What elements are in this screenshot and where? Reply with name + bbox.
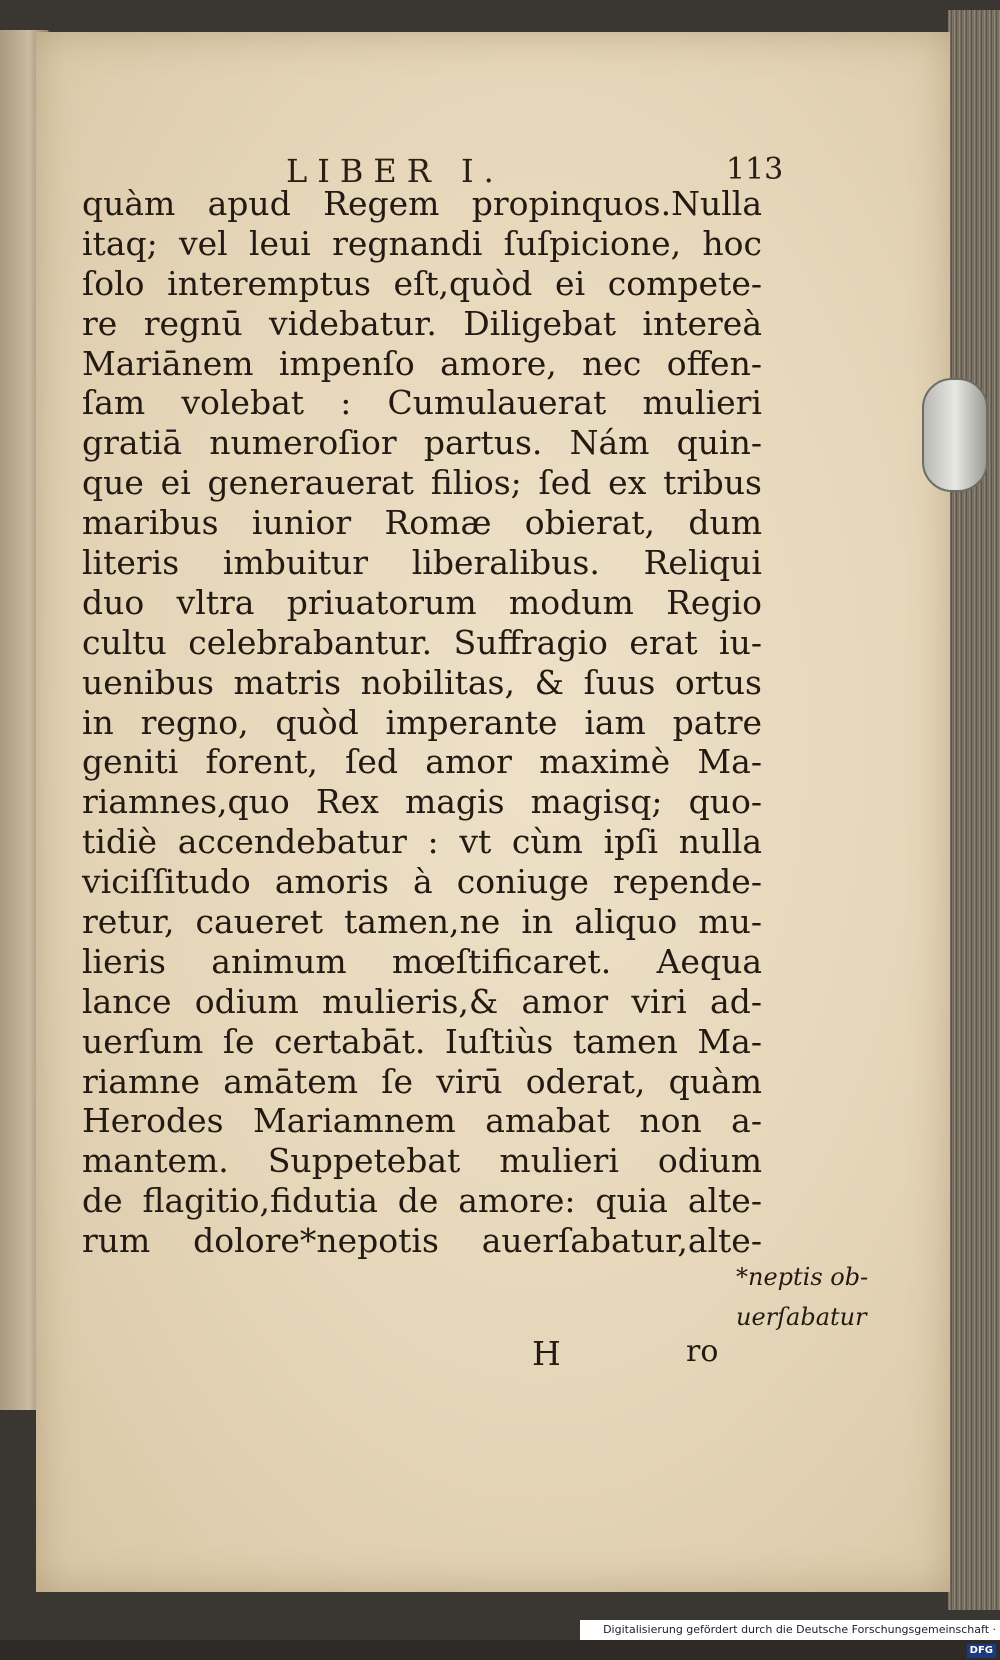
text-line: cultu celebrabantur. Suffragio erat iu- bbox=[82, 622, 762, 662]
text-line: ſam volebat : Cumulauerat mulieri bbox=[82, 383, 762, 423]
text-line: riamnes,quo Rex magis magisq; quo- bbox=[82, 782, 762, 822]
text-line: Herodes Mariamnem amabat non a- bbox=[82, 1101, 762, 1141]
text-line: lance odium mulieris,& amor viri ad- bbox=[82, 981, 762, 1021]
marginal-note-line: *neptis ob- bbox=[736, 1263, 869, 1291]
text-line: duo vltra priuatorum modum Regio bbox=[82, 582, 762, 622]
text-line: geniti forent, ſed amor maximè Ma- bbox=[82, 742, 762, 782]
text-line: lieris animum mœſtificaret. Aequa bbox=[82, 941, 762, 981]
text-line: re regnū videbatur. Diligebat intereà bbox=[82, 303, 762, 343]
text-line: literis imbuitur liberalibus. Reliqui bbox=[82, 543, 762, 583]
running-head-title: LIBER I. bbox=[286, 152, 504, 190]
text-line: ſolo interemptus eſt,quòd ei compete- bbox=[82, 263, 762, 303]
text-line: mantem. Suppetebat mulieri odium bbox=[82, 1141, 762, 1181]
text-line: viciſſitudo amoris à coniuge repende- bbox=[82, 862, 762, 902]
clasp-ring bbox=[922, 378, 988, 492]
catchword: ro bbox=[686, 1334, 719, 1369]
digitization-credit bbox=[580, 1620, 1000, 1656]
text-line: retur, caueret tamen,ne in aliquo mu- bbox=[82, 902, 762, 942]
text-line: maribus iunior Romæ obierat, dum bbox=[82, 503, 762, 543]
page-number: 113 bbox=[726, 152, 784, 187]
body-text bbox=[82, 184, 762, 1261]
text-line: uenibus matris nobilitas, & ſuus ortus bbox=[82, 662, 762, 702]
signature-mark: H bbox=[532, 1334, 561, 1373]
text-line: quàm apud Regem propinquos.Nulla bbox=[82, 184, 762, 223]
marginal-note bbox=[736, 1257, 886, 1337]
book-page bbox=[36, 32, 950, 1592]
credit-text: Digitalisierung gefördert durch die Deutsche Forschungsgemeinschaft · bbox=[603, 1623, 996, 1636]
text-line: rum dolore*nepotis auerſabatur,alte- bbox=[82, 1221, 762, 1261]
text-line: tidiè accendebatur : vt cùm ipſi nulla bbox=[82, 822, 762, 862]
text-line: gratiā numeroſior partus. Nám quin- bbox=[82, 423, 762, 463]
text-line: uerſum ſe certabāt. Iuſtiùs tamen Ma- bbox=[82, 1021, 762, 1061]
text-line: itaq; vel leui regnandi ſuſpicione, hoc bbox=[82, 223, 762, 263]
marginal-note-line: uerſabatur bbox=[736, 1303, 867, 1331]
text-line: in regno, quòd imperante iam patre bbox=[82, 702, 762, 742]
text-line: que ei generauerat filios; ſed ex tribus bbox=[82, 463, 762, 503]
text-line: riamne amātem ſe virū oderat, quàm bbox=[82, 1061, 762, 1101]
text-line: de flagitio,fidutia de amore: quia alte- bbox=[82, 1181, 762, 1221]
text-line: Mariānem impenſo amore, nec offen- bbox=[82, 343, 762, 383]
dfg-logo: DFG bbox=[967, 1644, 996, 1658]
page-block-edge bbox=[948, 10, 1000, 1610]
